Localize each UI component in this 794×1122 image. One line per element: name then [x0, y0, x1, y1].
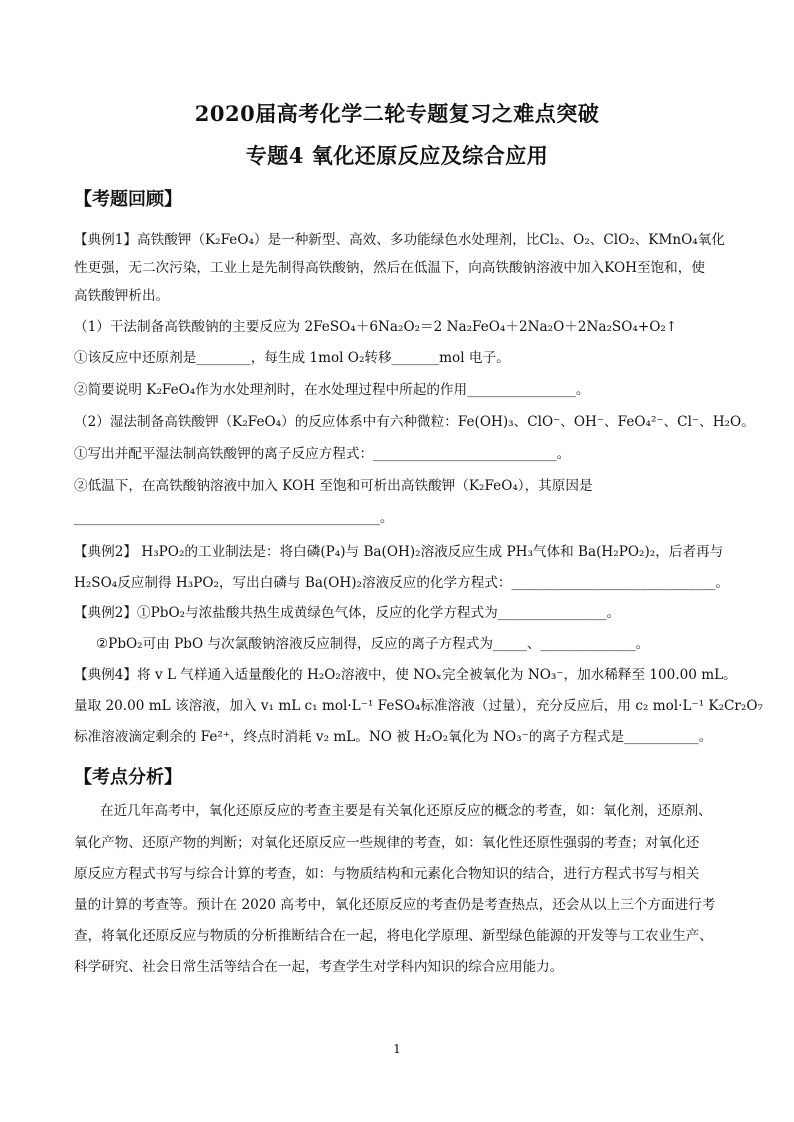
text-line: ②低温下，在高铁酸钠溶液中加入 KOH 至饱和可析出高铁酸钾（K₂FeO₄），其原因是: [74, 478, 593, 494]
analysis-line: 原反应方程式书写与综合计算的考查，如：与物质结构和元素化合物知识的结合，进行方程式书写与相关: [74, 866, 700, 882]
text-line: 量取 20.00 mL 该溶液，加入 v₁ mL c₁ mol·L⁻¹ FeSO₄标准溶液（过量），充分反应后，用 c₂ mol·L⁻¹ K₂Cr₂O₇: [74, 698, 763, 714]
text-line: （2）湿法制备高铁酸钾（K₂FeO₄）的反应体系中有六种微粒：Fe(OH)₃、ClO⁻、OH⁻、FeO₄²⁻、Cl⁻、H₂O。: [74, 414, 755, 430]
section-heading-review: 【考题回顾】: [74, 189, 182, 210]
text-line: 标准溶液滴定剩余的 Fe²⁺，终点时消耗 v₂ mL。NO 被 H₂O₂氧化为 NO₃⁻的离子方程式是___________。: [74, 729, 713, 745]
analysis-line: 在近几年高考中，氧化还原反应的考查主要是有关氧化还原反应的概念的考查，如：氧化剂，还原剂、: [100, 803, 712, 819]
analysis-line: 查，将氧化还原反应与物质的分析推断结合在一起，将电化学原理、新型绿色能源的开发等与工农业生产、: [74, 928, 713, 944]
text-line: 【典例1】高铁酸钾（K₂FeO₄）是一种新型、高效、多功能绿色水处理剂，比Cl₂、O₂、ClO₂、KMnO₄氧化: [74, 232, 725, 248]
section-heading-analysis: 【考点分析】: [74, 767, 182, 788]
text-line: ②PbO₂可由 PbO 与次氯酸钠溶液反应制得，反应的离子方程式为_____、______________。: [96, 636, 650, 652]
text-line: （1）干法制备高铁酸钠的主要反应为 2FeSO₄＋6Na₂O₂＝2 Na₂FeO₄＋2Na₂O＋2Na₂SO₄+O₂↑: [74, 319, 678, 335]
text-line: 【典例2】①PbO₂与浓盐酸共热生成黄绿色气体，反应的化学方程式为________________。: [74, 605, 621, 621]
text-line: ②简要说明 K₂FeO₄作为水处理剂时，在水处理过程中所起的作用________________。: [74, 382, 590, 398]
text-line: 【典例4】将 v L 气样通入适量酸化的 H₂O₂溶液中，使 NOₓ完全被氧化为 NO₃⁻，加水稀释至 100.00 mL。: [74, 667, 737, 683]
text-line: ①该反应中还原剂是________，每生成 1mol O₂转移_______mol 电子。: [74, 350, 510, 366]
text-line: H₂SO₄反应制得 H₃PO₂，写出白磷与 Ba(OH)₂溶液反应的化学方程式：______________________________。: [74, 575, 730, 591]
text-line: ①写出并配平湿法制高铁酸钾的离子反应方程式：___________________________。: [74, 446, 571, 462]
document-subtitle: 专题4 氧化还原反应及综合应用: [245, 143, 549, 168]
analysis-line: 氧化产物、还原产物的判断；对氧化还原反应一些规律的考查，如：氧化性还原性强弱的考查；对氧化还: [74, 835, 700, 851]
text-line: 【典例2】 H₃PO₂的工业制法是：将白磷(P₄)与 Ba(OH)₂溶液反应生成 PH₃气体和 Ba(H₂PO₂)₂，后者再与: [74, 544, 724, 560]
text-line: _____________________________________________。: [74, 510, 394, 526]
text-line: 性更强，无二次污染，工业上是先制得高铁酸钠，然后在低温下，向高铁酸钠溶液中加入KOH至饱和，使: [74, 260, 705, 276]
text-line: 高铁酸钾析出。: [74, 288, 170, 304]
analysis-line: 量的计算的考查等。预计在 2020 高考中，氧化还原反应的考查仍是考查热点，还会从以上三个方面进行考: [74, 897, 716, 913]
analysis-line: 科学研究、社会日常生活等结合在一起，考查学生对学科内知识的综合应用能力。: [74, 959, 564, 975]
document-title: 2020届高考化学二轮专题复习之难点突破: [194, 101, 600, 126]
page-number: 1: [393, 1042, 401, 1056]
